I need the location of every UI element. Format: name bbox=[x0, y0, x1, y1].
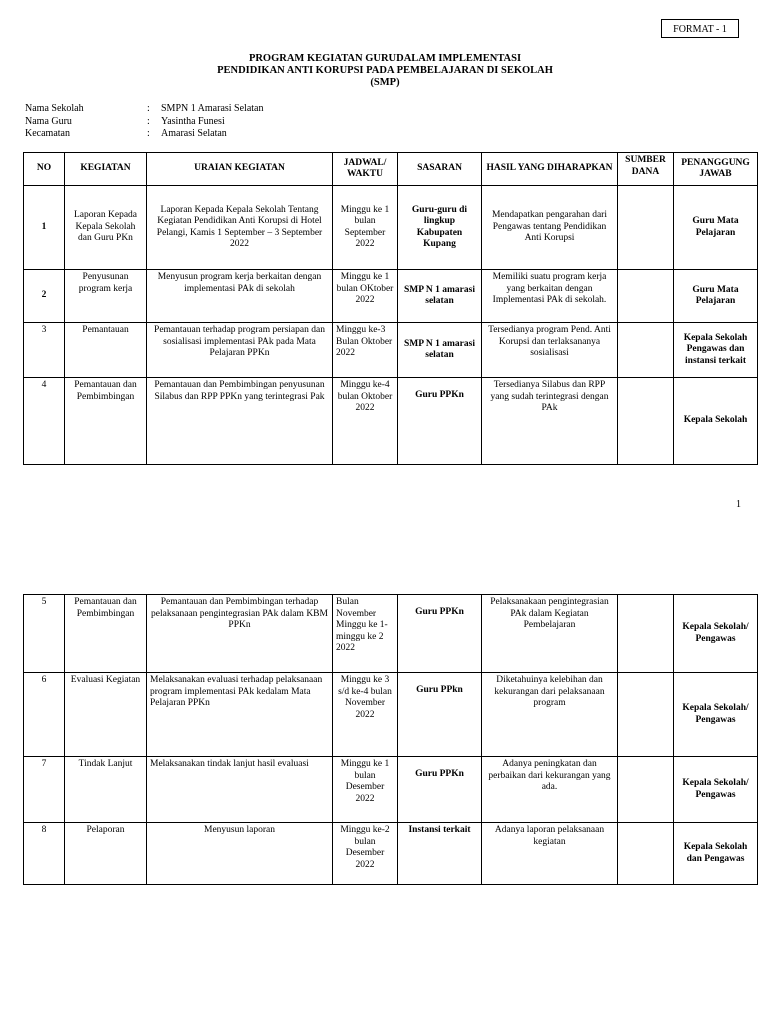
row-jadwal: Bulan November Minggu ke 1- minggu ke 2 2022 bbox=[333, 595, 398, 673]
row-hasil: Memiliki suatu program kerja yang berkaitan dengan Implementasi PAk di sekolah. bbox=[482, 270, 618, 323]
info-label: Nama Guru bbox=[25, 115, 72, 127]
row-kegiatan: Evaluasi Kegiatan bbox=[65, 673, 147, 757]
row-penanggung: Kepala Sekolah bbox=[674, 378, 758, 465]
row-penanggung: Kepala Sekolah Pengawas dan instansi terkait bbox=[674, 323, 758, 378]
table-row bbox=[24, 757, 758, 823]
row-uraian: Pemantauan dan Pembimbingan penyusunan Silabus dan RPP PPKn yang terintegrasi Pak bbox=[147, 378, 333, 465]
row-hasil: Tersedianya Silabus dan RPP yang sudah terintegrasi dengan PAk bbox=[482, 378, 618, 465]
row-sasaran: Guru PPKn bbox=[398, 378, 482, 465]
row-uraian: Melaksanakan tindak lanjut hasil evaluasi bbox=[147, 757, 333, 823]
row-kegiatan: Tindak Lanjut bbox=[65, 757, 147, 823]
row-sasaran: SMP N 1 amarasi selatan bbox=[398, 323, 482, 378]
info-row-school bbox=[25, 103, 264, 116]
school-info bbox=[25, 103, 264, 141]
row-jadwal: Minggu ke 1 bulan September 2022 bbox=[333, 186, 398, 270]
row-sumber bbox=[618, 823, 674, 885]
header-jadwal: JADWAL/ WAKTU bbox=[333, 153, 398, 186]
row-hasil: Diketahuinya kelebihan dan kekurangan dari pelaksanaan program bbox=[482, 673, 618, 757]
table-row bbox=[24, 823, 758, 885]
row-sumber bbox=[618, 270, 674, 323]
page-number: 1 bbox=[736, 499, 741, 510]
row-kegiatan: Laporan Kepada Kepala Sekolah dan Guru PKn bbox=[65, 186, 147, 270]
document-title bbox=[150, 53, 620, 89]
row-kegiatan: Pelaporan bbox=[65, 823, 147, 885]
row-uraian: Laporan Kepada Kepala Sekolah Tentang Kegiatan Pendidikan Anti Korupsi di Hotel Pelangi, Kamis 1 September – 3 September 2022 bbox=[147, 186, 333, 270]
info-colon: : bbox=[147, 103, 150, 114]
info-value: Yasintha Funesi bbox=[161, 115, 225, 127]
row-hasil: Adanya peningkatan dan perbaikan dari kekurangan yang ada. bbox=[482, 757, 618, 823]
table-row bbox=[24, 270, 758, 323]
row-no: 3 bbox=[24, 323, 65, 378]
row-uraian: Menyusun program kerja berkaitan dengan implementasi PAk di sekolah bbox=[147, 270, 333, 323]
row-no: 1 bbox=[24, 186, 65, 270]
table-row bbox=[24, 673, 758, 757]
info-label: Kecamatan bbox=[25, 128, 70, 139]
row-jadwal: Minggu ke-2 bulan Desember 2022 bbox=[333, 823, 398, 885]
row-sasaran: Guru-guru di lingkup Kabupaten Kupang bbox=[398, 186, 482, 270]
info-value: Amarasi Selatan bbox=[161, 128, 227, 139]
row-sumber bbox=[618, 757, 674, 823]
row-penanggung: Kepala Sekolah/ Pengawas bbox=[674, 595, 758, 673]
row-no: 7 bbox=[24, 757, 65, 823]
header-uraian: URAIAN KEGIATAN bbox=[147, 153, 333, 186]
row-penanggung: Kepala Sekolah/ Pengawas bbox=[674, 757, 758, 823]
row-no: 5 bbox=[24, 595, 65, 673]
row-sumber bbox=[618, 323, 674, 378]
row-hasil: Mendapatkan pengarahan dari Pengawas tentang Pendidikan Anti Korupsi bbox=[482, 186, 618, 270]
row-uraian: Pemantauan dan Pembimbingan terhadap pelaksanaan pengintegrasian PAk dalam KBM PPKn bbox=[147, 595, 333, 673]
row-sumber bbox=[618, 378, 674, 465]
row-jadwal: Minggu ke 3 s/d ke-4 bulan November 2022 bbox=[333, 673, 398, 757]
info-row-district bbox=[25, 128, 264, 141]
row-sumber bbox=[618, 595, 674, 673]
header-hasil: HASIL YANG DIHARAPKAN bbox=[482, 153, 618, 186]
row-kegiatan: Pemantauan dan Pembimbingan bbox=[65, 595, 147, 673]
format-label: FORMAT - 1 bbox=[661, 19, 739, 38]
row-sasaran: Guru PPKn bbox=[398, 595, 482, 673]
row-hasil: Tersedianya program Pend. Anti Korupsi dan terlaksananya sosialisasi bbox=[482, 323, 618, 378]
title-line-2: PENDIDIKAN ANTI KORUPSI PADA PEMBELAJARAN DI SEKOLAH bbox=[217, 65, 553, 76]
row-jadwal: Minggu ke-3 Bulan Oktober 2022 bbox=[333, 323, 398, 378]
row-jadwal: Minggu ke 1 bulan Desember 2022 bbox=[333, 757, 398, 823]
info-label: Nama Sekolah bbox=[25, 103, 84, 114]
row-sasaran: Instansi terkait bbox=[398, 823, 482, 885]
header-kegiatan: KEGIATAN bbox=[65, 153, 147, 186]
activity-table-page-2 bbox=[23, 594, 758, 885]
table-row bbox=[24, 595, 758, 673]
info-colon: : bbox=[147, 128, 150, 139]
row-no: 4 bbox=[24, 378, 65, 465]
row-uraian: Melaksanakan evaluasi terhadap pelaksanaan program implementasi PAk kedalam Mata Pelajaran PPKn bbox=[147, 673, 333, 757]
row-sumber bbox=[618, 673, 674, 757]
table-row bbox=[24, 186, 758, 270]
row-kegiatan: Pemantauan bbox=[65, 323, 147, 378]
row-sasaran: Guru PPkn bbox=[398, 673, 482, 757]
row-kegiatan: Penyusunan program kerja bbox=[65, 270, 147, 323]
row-jadwal: Minggu ke 1 bulan OKtober 2022 bbox=[333, 270, 398, 323]
row-hasil: Pelaksanakaan pengintegrasian PAk dalam Kegiatan Pembelajaran bbox=[482, 595, 618, 673]
header-no: NO bbox=[24, 153, 65, 186]
row-uraian: Menyusun laporan bbox=[147, 823, 333, 885]
info-colon: : bbox=[147, 115, 150, 127]
row-penanggung: Guru Mata Pelajaran bbox=[674, 186, 758, 270]
title-line-1: PROGRAM KEGIATAN GURUDALAM IMPLEMENTASI bbox=[248, 53, 522, 64]
row-hasil: Adanya laporan pelaksanaan kegiatan bbox=[482, 823, 618, 885]
row-no: 6 bbox=[24, 673, 65, 757]
table-row bbox=[24, 378, 758, 465]
info-value: SMPN 1 Amarasi Selatan bbox=[161, 103, 264, 114]
row-penanggung: Kepala Sekolah/ Pengawas bbox=[674, 673, 758, 757]
row-jadwal: Minggu ke-4 bulan Oktober 2022 bbox=[333, 378, 398, 465]
row-no: 2 bbox=[24, 270, 65, 323]
row-sumber bbox=[618, 186, 674, 270]
row-kegiatan: Pemantauan dan Pembimbingan bbox=[65, 378, 147, 465]
header-penanggung: PENANGGUNG JAWAB bbox=[674, 153, 758, 186]
table-row bbox=[24, 323, 758, 378]
row-sasaran: SMP N 1 amarasi selatan bbox=[398, 270, 482, 323]
info-row-teacher bbox=[25, 116, 264, 129]
row-penanggung: Kepala Sekolah dan Pengawas bbox=[674, 823, 758, 885]
header-sasaran: SASARAN bbox=[398, 153, 482, 186]
table-header-row bbox=[24, 153, 758, 186]
row-penanggung: Guru Mata Pelajaran bbox=[674, 270, 758, 323]
row-uraian: Pemantauan terhadap program persiapan dan sosialisasi implementasi PAk pada Mata Pelajaran PPKn bbox=[147, 323, 333, 378]
row-sasaran: Guru PPKn bbox=[398, 757, 482, 823]
header-sumber: SUMBER DANA bbox=[618, 153, 674, 186]
title-line-3: (SMP) bbox=[370, 77, 400, 88]
activity-table-page-1 bbox=[23, 152, 758, 465]
row-no: 8 bbox=[24, 823, 65, 885]
